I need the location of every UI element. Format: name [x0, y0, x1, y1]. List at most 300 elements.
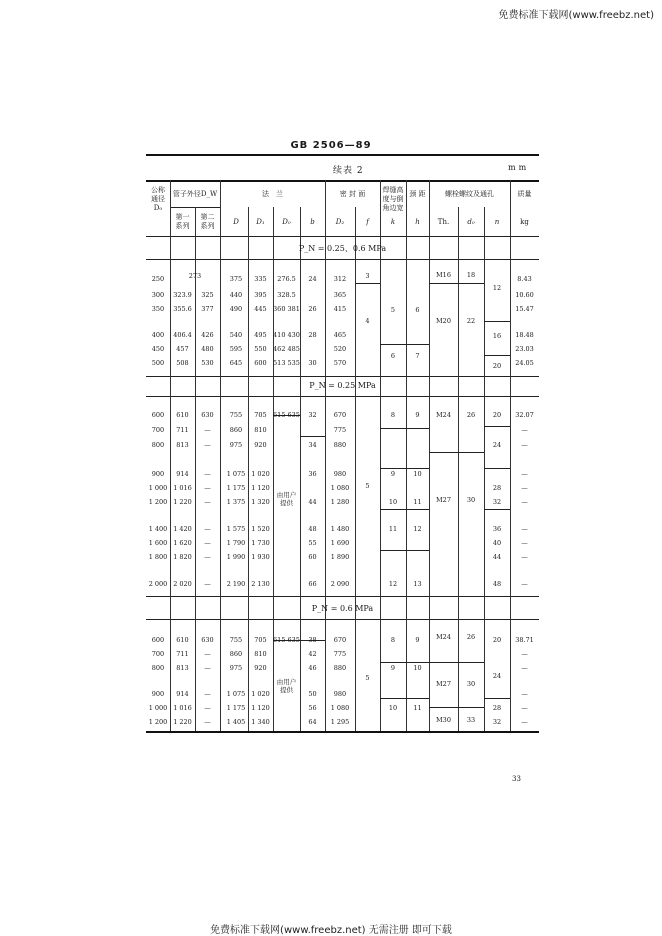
- cell-b: 32: [308, 411, 317, 419]
- cell-dn: 800: [151, 664, 165, 672]
- cell-s1: 457: [176, 345, 189, 353]
- cell-s2: 630: [201, 636, 214, 644]
- cell-h: 10: [413, 664, 422, 672]
- cell-D2: 570: [333, 359, 347, 367]
- header-bolt: 螺栓螺纹及通孔: [445, 190, 494, 198]
- cell-D2: 520: [333, 345, 347, 353]
- table-top-rule: [146, 180, 539, 182]
- cell-n: 48: [492, 580, 502, 588]
- cell-s1: 1 620: [173, 539, 192, 547]
- cell-D0: 462 485: [273, 345, 300, 353]
- merged-th-m20: M20: [436, 317, 451, 325]
- merged-d0-18: 18: [466, 271, 476, 279]
- cell-kg: —: [521, 718, 528, 726]
- cell-D2: 880: [333, 441, 347, 449]
- merge-line: [380, 468, 429, 469]
- header-rule: [146, 154, 539, 156]
- merge-line: [484, 468, 510, 469]
- cell-D2: 312: [333, 275, 347, 283]
- cell-D: 1 575: [226, 525, 246, 533]
- cell-s1: 2 020: [173, 580, 192, 588]
- cell-D1: 445: [254, 305, 267, 313]
- cell-D2: 775: [333, 426, 347, 434]
- cell-D1: 495: [254, 331, 267, 339]
- merge-line: [429, 662, 484, 663]
- cell-k: 10: [388, 704, 398, 712]
- cell-h: 11: [413, 498, 422, 506]
- section-title-3: P_N = 0.6 MPa: [311, 604, 374, 613]
- cell-k: 9: [390, 664, 396, 672]
- cell-D0: 276.5: [277, 275, 296, 283]
- merged-n-20: 20: [492, 362, 502, 370]
- cell-D1: 1 120: [251, 484, 270, 492]
- cell-n: 24: [492, 441, 502, 449]
- cell-s2: —: [204, 690, 211, 698]
- cell-D2: 1 280: [330, 498, 350, 506]
- cell-D: 1 175: [226, 484, 246, 492]
- merge-line: [484, 321, 510, 322]
- cell-D2: 1 890: [330, 553, 350, 561]
- merged-th-m16: M16: [436, 271, 451, 279]
- cell-kg: —: [521, 580, 528, 588]
- table-caption: 续表 2: [333, 166, 364, 176]
- cell-kg: —: [521, 441, 528, 449]
- cell-dn: 600: [151, 636, 165, 644]
- merged-f-5-s3: 5: [365, 674, 370, 682]
- cell-b: 28: [308, 331, 317, 339]
- cell-D: 860: [229, 650, 243, 658]
- merged-h-7: 7: [415, 352, 420, 360]
- cell-s1: 813: [176, 441, 189, 449]
- header-f: f: [366, 218, 369, 226]
- cell-s2: 377: [201, 305, 214, 313]
- cell-s1: 914: [176, 690, 189, 698]
- cell-k: 9: [390, 470, 396, 478]
- cell-dn: 1 400: [148, 525, 168, 533]
- cell-D: 975: [229, 664, 243, 672]
- cell-s2: —: [204, 704, 211, 712]
- merge-line: [429, 707, 484, 708]
- cell-D2: 775: [333, 650, 347, 658]
- cell-s2: 480: [201, 345, 214, 353]
- merged-th-m24-s3: M24: [436, 633, 451, 641]
- cell-s2: —: [204, 498, 211, 506]
- header-n: n: [494, 218, 500, 226]
- cell-kg: 8.43: [517, 275, 532, 283]
- merge-line: [380, 662, 429, 663]
- cell-s2: —: [204, 650, 211, 658]
- cell-b: 46: [308, 664, 317, 672]
- cell-s1: 1 016: [173, 484, 192, 492]
- cell-s1: 508: [176, 359, 189, 367]
- cell-s1: 406.4: [173, 331, 192, 339]
- cell-dn: 900: [151, 470, 165, 478]
- cell-D1: 705: [254, 636, 267, 644]
- header-series1: 第一 系列: [175, 213, 190, 230]
- section1-rule: [146, 259, 539, 260]
- user-supplied-note-3: 由用户 提供: [276, 678, 297, 694]
- cell-D: 440: [229, 291, 243, 299]
- header-kg: kg: [520, 218, 529, 226]
- cell-kg: —: [521, 484, 528, 492]
- merged-f-3: 3: [365, 272, 370, 280]
- cell-b: 64: [308, 718, 317, 726]
- cell-s1: 914: [176, 470, 189, 478]
- cell-n: 36: [492, 525, 502, 533]
- merged-n-12: 12: [492, 284, 502, 292]
- cell-D1: 705: [254, 411, 267, 419]
- cell-D0: 615 635: [273, 636, 300, 644]
- cell-D1: 920: [254, 441, 267, 449]
- top-watermark: 免费标准下载网(www.freebz.net): [498, 10, 654, 21]
- cell-D2: 880: [333, 664, 347, 672]
- cell-D1: 1 020: [251, 690, 270, 698]
- cell-h: 11: [413, 704, 422, 712]
- merged-d0-30-s3: 30: [466, 680, 476, 688]
- cell-s1: 1 016: [173, 704, 192, 712]
- merge-line: [429, 452, 484, 453]
- cell-D2: 415: [333, 305, 347, 313]
- cell-D2: 1 080: [330, 484, 350, 492]
- cell-D1: 920: [254, 664, 267, 672]
- merged-f-4: 4: [365, 317, 370, 325]
- cell-dn: 700: [151, 426, 165, 434]
- cell-s1: 1 220: [173, 498, 192, 506]
- cell-dn: 250: [151, 275, 165, 283]
- cell-D1: 1 930: [251, 553, 270, 561]
- column-line: [406, 180, 407, 731]
- cell-D0: 360 381: [273, 305, 300, 313]
- merge-line: [484, 355, 510, 356]
- cell-dn: 800: [151, 441, 165, 449]
- cell-D2: 2 090: [330, 580, 350, 588]
- cell-kg: 23.03: [515, 345, 534, 353]
- section3-rule: [146, 619, 539, 620]
- cell-D1: 810: [254, 426, 267, 434]
- merge-line: [484, 426, 510, 427]
- cell-s2: —: [204, 470, 211, 478]
- header-mass: 质量: [517, 190, 532, 198]
- cell-kg: —: [521, 498, 528, 506]
- cell-D1: 1 340: [251, 718, 270, 726]
- cell-kg: —: [521, 650, 528, 658]
- cell-s2: —: [204, 539, 211, 547]
- cell-D: 2 190: [226, 580, 246, 588]
- cell-b: 55: [308, 539, 317, 547]
- header-h: h: [415, 218, 420, 226]
- cell-s1: 610: [176, 636, 189, 644]
- cell-D: 490: [229, 305, 243, 313]
- section2-rule: [146, 396, 539, 397]
- cell-b: 50: [308, 690, 317, 698]
- header-D: D: [233, 218, 239, 226]
- cell-D: 1 405: [226, 718, 246, 726]
- cell-s2: —: [204, 484, 211, 492]
- cell-D: 755: [229, 411, 243, 419]
- cell-kg: 38.71: [515, 636, 534, 644]
- cell-s1: 1 420: [173, 525, 192, 533]
- header-D0: D₀: [282, 218, 291, 226]
- column-line: [325, 180, 326, 731]
- cell-dn: 300: [151, 291, 165, 299]
- column-line: [510, 180, 511, 731]
- cell-dn: 400: [151, 331, 165, 339]
- cell-dn: 1 200: [148, 718, 168, 726]
- cell-s2: 426: [201, 331, 214, 339]
- cell-D1: 1 320: [251, 498, 270, 506]
- cell-h: 9: [415, 636, 420, 644]
- cell-D: 1 175: [226, 704, 246, 712]
- cell-D0: 328.5: [277, 291, 296, 299]
- cell-dn: 450: [151, 345, 165, 353]
- header-d0: d₀: [467, 218, 475, 226]
- cell-dn: 1 800: [148, 553, 168, 561]
- header-bottom-rule: [146, 236, 539, 237]
- cell-D1: 1 520: [251, 525, 270, 533]
- merged-th-m24-s2: M24: [436, 411, 451, 419]
- unit-label: mm: [508, 163, 530, 172]
- cell-k: 8: [390, 636, 396, 644]
- cell-s1: 355.6: [173, 305, 192, 313]
- merge-line: [355, 283, 380, 284]
- cell-n: 28: [492, 484, 502, 492]
- header-k: k: [390, 218, 396, 226]
- section-title-2: P_N = 0.25 MPa: [309, 381, 376, 390]
- header-pipe-od: [170, 190, 220, 199]
- cell-kg: —: [521, 539, 528, 547]
- cell-b: 42: [308, 650, 317, 658]
- cell-dn: 700: [151, 650, 165, 658]
- merged-k-6: 6: [390, 352, 396, 360]
- cell-h: 10: [413, 470, 422, 478]
- cell-kg: —: [521, 553, 528, 561]
- section2-end-rule: [146, 596, 539, 597]
- cell-D1: 1 120: [251, 704, 270, 712]
- cell-kg: —: [521, 525, 528, 533]
- cell-D: 1 790: [226, 539, 246, 547]
- cell-s2: —: [204, 525, 211, 533]
- merged-d0-26-s3: 26: [466, 633, 476, 641]
- merge-line: [380, 698, 429, 699]
- column-line: [170, 180, 171, 731]
- cell-D1: 550: [254, 345, 267, 353]
- cell-D: 755: [229, 636, 243, 644]
- cell-n: 44: [492, 553, 502, 561]
- merged-n-16: 16: [492, 332, 502, 340]
- cell-k: 12: [388, 580, 398, 588]
- cell-n: 20: [492, 636, 502, 644]
- cell-D1: 600: [254, 359, 267, 367]
- cell-D1: 395: [254, 291, 267, 299]
- cell-kg: 32.07: [515, 411, 534, 419]
- cell-dn: 500: [151, 359, 165, 367]
- cell-s1: 610: [176, 411, 189, 419]
- header-D2: D₂: [335, 218, 345, 226]
- cell-kg: —: [521, 426, 528, 434]
- cell-dn: 1 600: [148, 539, 168, 547]
- cell-D0: 410 430: [273, 331, 300, 339]
- page-number: 33: [512, 775, 521, 783]
- merged-f-5-s2: 5: [365, 482, 370, 490]
- cell-dn: 1 000: [148, 704, 168, 712]
- header-dn: [146, 186, 170, 213]
- cell-dn: 350: [151, 305, 165, 313]
- cell-s2: —: [204, 441, 211, 449]
- cell-D2: 670: [333, 411, 347, 419]
- cell-h: 13: [413, 580, 422, 588]
- cell-s1: 323.9: [173, 291, 192, 299]
- merge-line: [380, 344, 429, 345]
- cell-D: 1 990: [226, 553, 246, 561]
- column-line: [273, 207, 274, 731]
- cell-s2: —: [204, 664, 211, 672]
- cell-b: 48: [308, 525, 317, 533]
- cell-D2: 670: [333, 636, 347, 644]
- cell-kg: 10.60: [515, 291, 534, 299]
- cell-b: 56: [308, 704, 317, 712]
- cell-D0: 513 535: [273, 359, 300, 367]
- header-b: b: [310, 218, 315, 226]
- cell-kg: —: [521, 704, 528, 712]
- cell-s2: 530: [201, 359, 214, 367]
- header-flange: 法 兰: [262, 190, 283, 198]
- cell-s1: 1 820: [173, 553, 192, 561]
- cell-kg: 15.47: [515, 305, 534, 313]
- cell-n: 32: [492, 498, 502, 506]
- merged-h-6: 6: [415, 306, 420, 314]
- merged-th-m30-s3: M30: [436, 716, 451, 724]
- cell-D: 1 375: [226, 498, 246, 506]
- merged-k-5: 5: [390, 306, 396, 314]
- cell-s2: —: [204, 580, 211, 588]
- cell-b: 24: [308, 275, 317, 283]
- cell-kg: —: [521, 664, 528, 672]
- cell-n: 28: [492, 704, 502, 712]
- cell-D2: 465: [333, 331, 347, 339]
- merged-d0-33-s3: 33: [466, 716, 476, 724]
- cell-b: 60: [308, 553, 317, 561]
- cell-b: 36: [308, 470, 317, 478]
- merge-line: [300, 436, 325, 437]
- cell-h: 9: [415, 411, 420, 419]
- cell-s1: 711: [176, 426, 189, 434]
- cell-D2: 1 295: [330, 718, 350, 726]
- cell-D: 595: [229, 345, 243, 353]
- cell-kg: 24.05: [515, 359, 534, 367]
- cell-s2: —: [204, 426, 211, 434]
- cell-s1: 1 220: [173, 718, 192, 726]
- cell-h: 12: [413, 525, 422, 533]
- column-line: [355, 207, 356, 731]
- cell-D: 375: [229, 275, 243, 283]
- header-dn-text: 公称 通径 D₀: [151, 186, 165, 212]
- bottom-watermark: 免费标准下载网(www.freebz.net) 无需注册 即可下载: [210, 925, 452, 936]
- cell-n: 40: [492, 539, 502, 547]
- merged-th-m27-s3: M27: [436, 680, 451, 688]
- cell-b: 26: [308, 305, 317, 313]
- merged-d0-22: 22: [466, 317, 476, 325]
- cell-D1: 335: [254, 275, 267, 283]
- cell-k: 11: [388, 525, 398, 533]
- cell-dn: 1 200: [148, 498, 168, 506]
- cell-D2: 1 690: [330, 539, 350, 547]
- merge-line: [380, 550, 429, 551]
- section-title-1: P_N = 0.25、0.6 MPa: [298, 244, 387, 253]
- cell-s2: —: [204, 718, 211, 726]
- cell-D2: 1 480: [330, 525, 350, 533]
- header-series2: 第二 系列: [200, 213, 215, 230]
- cell-n: 20: [492, 411, 502, 419]
- cell-D1: 1 730: [251, 539, 270, 547]
- cell-D2: 365: [333, 291, 347, 299]
- cell-s1: 813: [176, 664, 189, 672]
- merged-od-273: 273: [188, 272, 202, 280]
- cell-D: 860: [229, 426, 243, 434]
- cell-D0: 615 635: [273, 411, 300, 419]
- cell-D2: 980: [333, 690, 347, 698]
- cell-b: 30: [308, 359, 317, 367]
- cell-b: 44: [308, 498, 317, 506]
- cell-D1: 810: [254, 650, 267, 658]
- header-neck: 颈 距: [409, 190, 426, 198]
- cell-D: 1 075: [226, 690, 246, 698]
- cell-D2: 1 080: [330, 704, 350, 712]
- cell-n: 32: [492, 718, 502, 726]
- column-line: [380, 180, 381, 731]
- header-pipe-od-text: 管子外径D_W: [172, 190, 218, 198]
- cell-kg: 18.48: [515, 331, 534, 339]
- standard-number: GB 2506—89: [290, 140, 372, 151]
- merged-th-m27-s2: M27: [436, 496, 451, 504]
- cell-s2: —: [204, 553, 211, 561]
- merge-line: [484, 509, 510, 510]
- table-bottom-rule: [146, 731, 539, 733]
- merged-n-24-s3: 24: [492, 672, 502, 680]
- cell-k: 10: [388, 498, 398, 506]
- cell-s2: 630: [201, 411, 214, 419]
- cell-D1: 1 020: [251, 470, 270, 478]
- merge-line: [484, 698, 510, 699]
- merge-line: [380, 428, 429, 429]
- cell-dn: 1 000: [148, 484, 168, 492]
- cell-D2: 980: [333, 470, 347, 478]
- header-D1: D₁: [256, 218, 265, 226]
- cell-kg: —: [521, 470, 528, 478]
- header-seal: 密 封 面: [339, 190, 366, 198]
- section1-end-rule: [146, 376, 539, 377]
- cell-kg: —: [521, 690, 528, 698]
- cell-dn: 600: [151, 411, 165, 419]
- column-line: [429, 180, 430, 731]
- cell-D: 540: [229, 331, 243, 339]
- cell-b: 34: [308, 441, 317, 449]
- header-weld: 焊缝高 度与倒 角边宽: [382, 186, 404, 212]
- cell-b: 38: [308, 636, 317, 644]
- merged-d0-26-s2: 26: [466, 411, 476, 419]
- cell-b: 66: [308, 580, 317, 588]
- cell-D1: 2 130: [251, 580, 270, 588]
- cell-D: 645: [229, 359, 243, 367]
- cell-D: 1 075: [226, 470, 246, 478]
- cell-s2: 325: [201, 291, 214, 299]
- merge-line: [380, 509, 429, 510]
- cell-dn: 2 000: [148, 580, 168, 588]
- cell-k: 8: [390, 411, 396, 419]
- merged-d0-30-s2: 30: [466, 496, 476, 504]
- column-line: [220, 180, 221, 731]
- header-Th: Th.: [437, 218, 450, 226]
- column-line: [458, 207, 459, 731]
